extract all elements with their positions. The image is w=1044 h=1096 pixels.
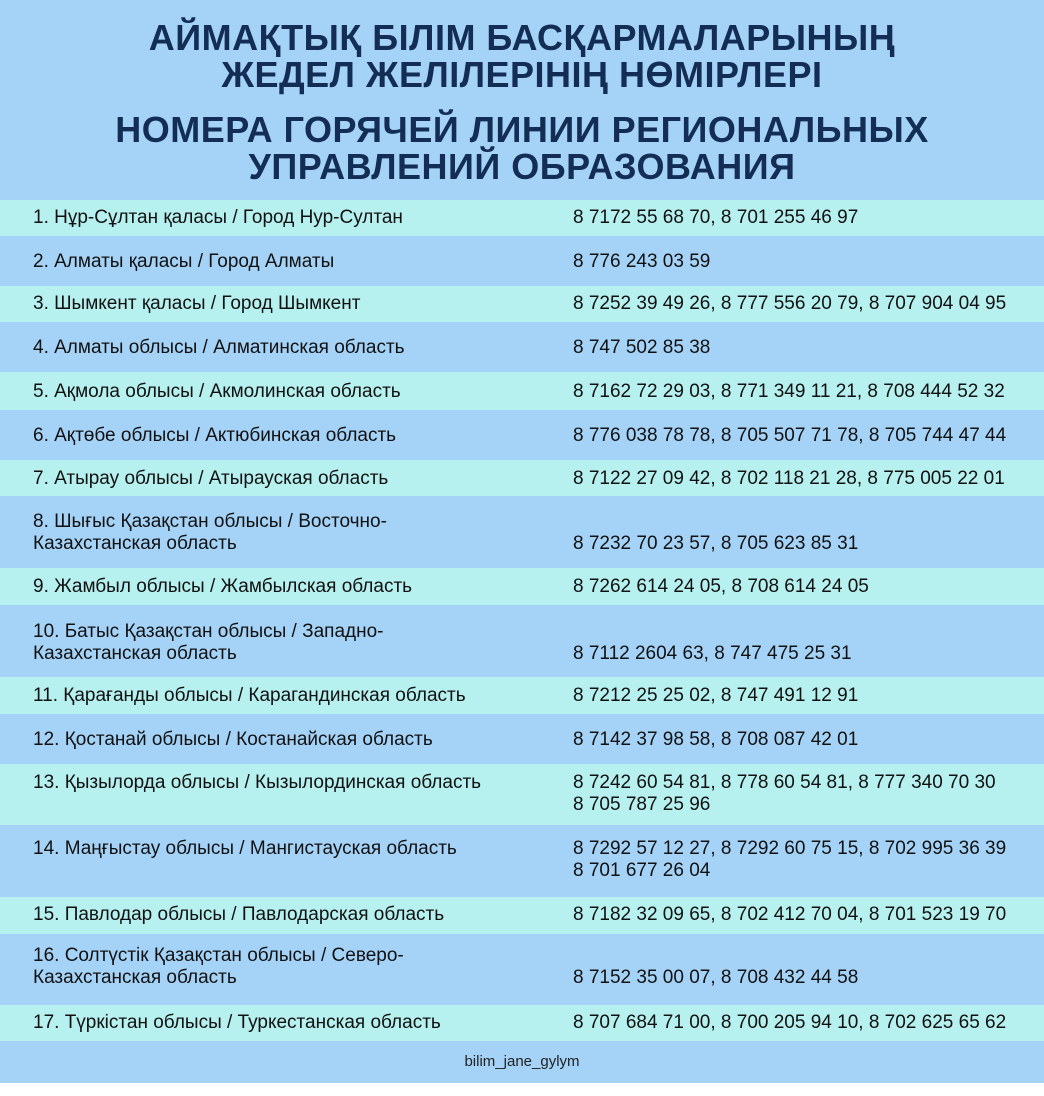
table-row [0, 372, 1044, 410]
region-name: 14. Маңғыстау облысы / Мангистауская область [33, 838, 457, 859]
region-name: 7. Атырау облысы / Атырауская область [33, 468, 389, 489]
region-name: 5. Ақмола облысы / Акмолинская область [33, 381, 401, 402]
phone-numbers: 8 7232 70 23 57, 8 705 623 85 31 [573, 533, 859, 554]
table-row [0, 410, 1044, 460]
region-name-line-1: 8. Шығыс Қазақстан облысы / Восточно- [33, 511, 387, 532]
region-name: 3. Шымкент қаласы / Город Шымкент [33, 293, 361, 314]
phone-numbers: 8 7162 72 29 03, 8 771 349 11 21, 8 708 444 52 32 [573, 381, 1005, 402]
phone-numbers: 8 7172 55 68 70, 8 701 255 46 97 [573, 207, 859, 228]
region-name: 2. Алматы қаласы / Город Алматы [33, 251, 335, 272]
table-row [0, 897, 1044, 934]
region-name: 15. Павлодар облысы / Павлодарская область [33, 904, 445, 925]
phone-numbers-line-1: 8 7292 57 12 27, 8 7292 60 75 15, 8 702 995 36 39 [573, 838, 1007, 859]
hotline-table [0, 200, 1044, 1041]
table-row [0, 236, 1044, 286]
phone-numbers: 8 7182 32 09 65, 8 702 412 70 04, 8 701 523 19 70 [573, 904, 1007, 925]
region-name: 17. Түркістан облысы / Туркестанская область [33, 1012, 441, 1033]
footer-handle: bilim_jane_gylym [464, 1053, 580, 1070]
table-row [0, 825, 1044, 897]
table-row [0, 200, 1044, 236]
region-name: 11. Қарағанды облысы / Карагандинская область [33, 685, 466, 706]
region-name: 6. Ақтөбе облысы / Актюбинская область [33, 425, 397, 446]
table-row [0, 496, 1044, 568]
table-row [0, 286, 1044, 322]
region-name: 13. Қызылорда облысы / Кызылординская область [33, 772, 482, 793]
phone-numbers-line-2: 8 701 677 26 04 [573, 860, 711, 881]
phone-numbers: 8 7142 37 98 58, 8 708 087 42 01 [573, 729, 859, 750]
title-ru-line-1: НОМЕРА ГОРЯЧЕЙ ЛИНИИ РЕГИОНАЛЬНЫХ [115, 109, 929, 150]
region-name: 12. Қостанай облысы / Костанайская область [33, 729, 433, 750]
phone-numbers: 8 7112 2604 63, 8 747 475 25 31 [573, 643, 852, 664]
table-row [0, 714, 1044, 764]
table-row [0, 764, 1044, 825]
table-row [0, 1005, 1044, 1041]
phone-numbers: 8 7212 25 25 02, 8 747 491 12 91 [573, 685, 859, 706]
table-row [0, 568, 1044, 605]
region-name-line-2: Казахстанская область [33, 967, 237, 988]
region-name-line-1: 10. Батыс Қазақстан облысы / Западно- [33, 621, 384, 642]
phone-numbers: 8 7122 27 09 42, 8 702 118 21 28, 8 775 005 22 01 [573, 468, 1005, 489]
region-name: 9. Жамбыл облысы / Жамбылская область [33, 576, 413, 597]
region-name-line-2: Казахстанская область [33, 643, 237, 664]
phone-numbers: 8 7252 39 49 26, 8 777 556 20 79, 8 707 904 04 95 [573, 293, 1007, 314]
phone-numbers-line-2: 8 705 787 25 96 [573, 794, 711, 815]
table-row [0, 677, 1044, 714]
phone-numbers: 8 776 243 03 59 [573, 251, 711, 272]
region-name: 1. Нұр-Сұлтан қаласы / Город Нур-Султан [33, 207, 403, 228]
table-row [0, 460, 1044, 496]
phone-numbers: 8 747 502 85 38 [573, 337, 711, 358]
phone-numbers: 8 7262 614 24 05, 8 708 614 24 05 [573, 576, 869, 597]
region-name-line-2: Казахстанская область [33, 533, 237, 554]
title-kz-line-2: ЖЕДЕЛ ЖЕЛІЛЕРІНІҢ НӨМІРЛЕРІ [221, 54, 823, 95]
bottom-margin [0, 1083, 1044, 1096]
poster-header [0, 0, 1044, 200]
phone-numbers: 8 7152 35 00 07, 8 708 432 44 58 [573, 967, 859, 988]
table-row [0, 934, 1044, 1005]
region-name: 4. Алматы облысы / Алматинская область [33, 337, 405, 358]
region-name-line-1: 16. Солтүстік Қазақстан облысы / Северо- [33, 945, 404, 966]
phone-numbers: 8 707 684 71 00, 8 700 205 94 10, 8 702 625 65 62 [573, 1012, 1007, 1033]
table-row [0, 322, 1044, 372]
phone-numbers-line-1: 8 7242 60 54 81, 8 778 60 54 81, 8 777 340 70 30 [573, 772, 996, 793]
title-kz-line-1: АЙМАҚТЫҚ БІЛІМ БАСҚАРМАЛАРЫНЫҢ [148, 17, 896, 58]
table-row [0, 605, 1044, 677]
phone-numbers: 8 776 038 78 78, 8 705 507 71 78, 8 705 744 47 44 [573, 425, 1007, 446]
title-ru-line-2: УПРАВЛЕНИЙ ОБРАЗОВАНИЯ [248, 146, 796, 187]
